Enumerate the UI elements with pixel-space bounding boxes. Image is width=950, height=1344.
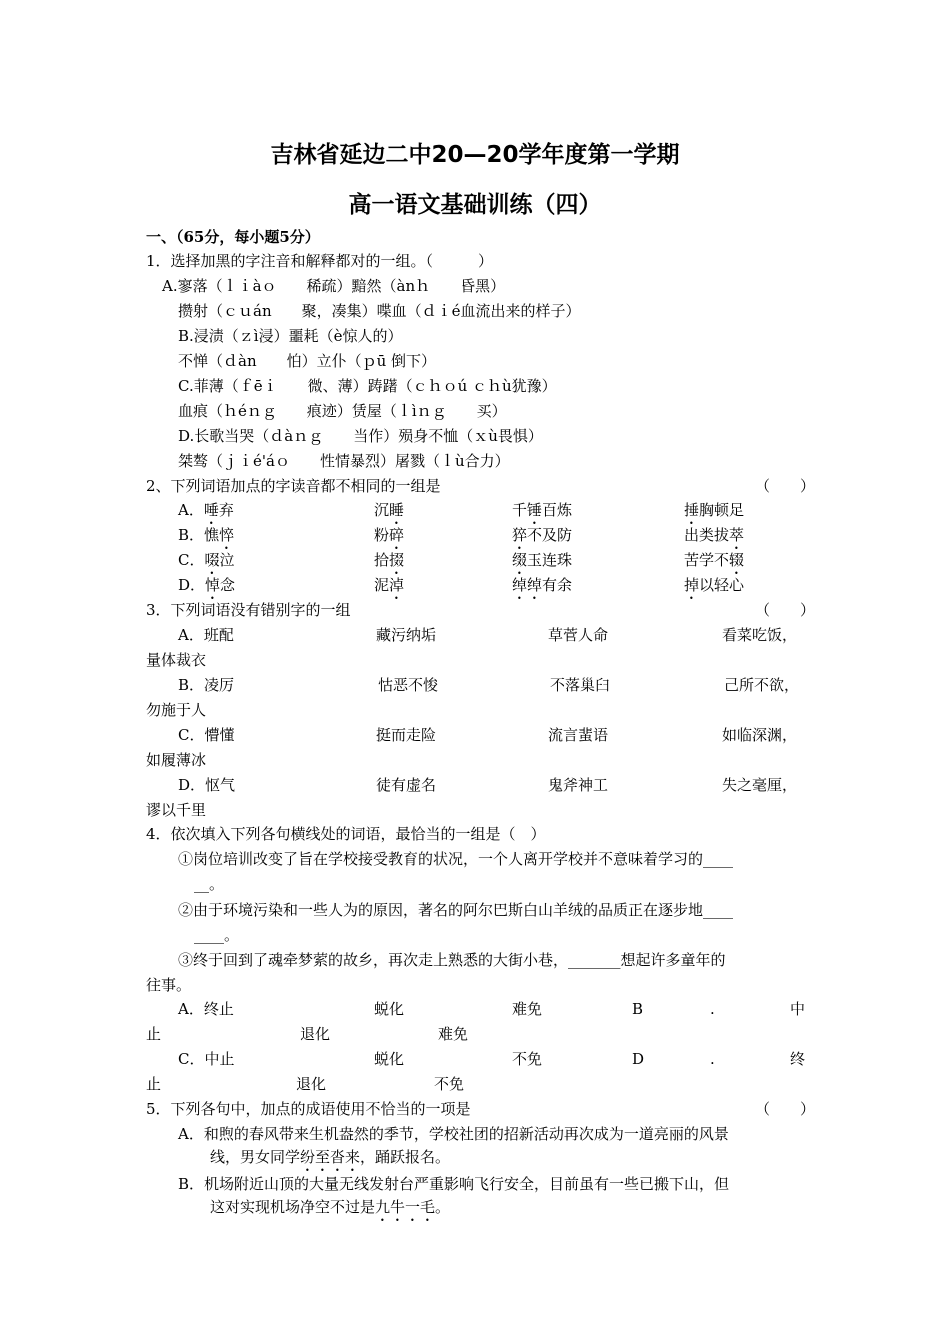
q1-line: 不惮（ｄàn 怕）立仆（ｐū 倒下） [178,352,437,370]
q3-word: 挺而走险 [376,726,437,744]
q3-word: 草菅人命 [548,626,609,644]
q4-word: 蜕化 [374,1050,405,1068]
q5-dotted-idiom: 九牛一毛 [375,1198,436,1216]
q4-sentence-2-cont: ____。 [194,926,240,944]
q2-word: 绰绰有余 [512,576,573,594]
q4-word: 难免 [512,1000,543,1018]
answer-paren: （ ） [755,601,816,619]
q3-word-cont: 量体裁衣 [146,651,207,669]
q5-text: 这对实现机场净空不过是 [210,1198,376,1216]
q3-word: 不落巢臼 [550,676,611,694]
q2-option-b: B．憔悴 [178,526,235,544]
q2-word: 猝不及防 [512,526,573,544]
q4-word: 不免 [434,1075,465,1093]
q2-option-d: D．悼念 [178,576,236,594]
q3-option-d: D．怄气 [178,776,236,794]
q5-text: 。 [435,1198,451,1216]
q4-word: 止 [146,1075,162,1093]
q4-dot: . [710,1050,715,1068]
q1-line: B.浸渍（ｚì浸）噩耗（è惊人的） [178,327,403,345]
q4-word: 终 [790,1050,806,1068]
q3-word: 流言蜚语 [548,726,609,744]
q4-word: 中 [790,1000,806,1018]
question-4-stem: 4．依次填入下列各句横线处的词语，最恰当的一组是（ ） [146,825,546,843]
q2-word: 苦学不辍 [684,551,745,569]
q4-option-a: A．终止 [178,1000,234,1018]
q4-word: 退化 [296,1075,327,1093]
section-heading: 一、（65分，每小题5分） [146,228,320,246]
q3-option-c: C．懵懂 [178,726,235,744]
answer-paren: （ ） [755,1100,816,1118]
q3-word-cont: 谬以千里 [146,801,207,819]
q2-word: 出类拔萃 [684,526,745,544]
q2-word: 粉碎 [374,526,405,544]
q4-word: 退化 [300,1025,331,1043]
q2-word: 沉睡 [374,501,405,519]
q3-word: 怙恶不悛 [378,676,439,694]
q4-option-d: D [632,1050,645,1068]
q3-word-cont: 如履薄冰 [146,751,207,769]
q5-option-b: B．机场附近山顶的大量无线发射台严重影响飞行安全，目前虽有一些已搬下山，但 [178,1175,730,1193]
q2-option-a: A．唾弃 [178,501,234,519]
q5-option-a: A．和煦的春风带来生机盎然的季节，学校社团的招新活动再次成为一道亮丽的风景 [178,1125,729,1143]
q1-line: A.寥落（ｌｉàｏ 稀疏）黯然（ànｈ 昏黑） [162,277,506,295]
q2-word: 缀玉连珠 [512,551,573,569]
q4-word: 止 [146,1025,162,1043]
q3-word: 失之毫厘， [722,776,798,794]
q1-line: D.长歌当哭（ｄàｎｇ 当作）殒身不恤（ｘù畏惧） [178,427,543,445]
q4-sentence-3: ③终于回到了魂牵梦萦的故乡，再次走上熟悉的大街小巷，_______想起许多童年的 [178,951,726,969]
q5-option-a-cont [210,1147,450,1175]
q1-line: C.菲薄（ｆēｉ 微、薄）踌躇（ｃｈｏú ｃｈù犹豫） [178,377,557,395]
q3-word: 徒有虚名 [376,776,437,794]
q4-sentence-3-cont: 往事。 [146,976,192,994]
q1-line: 桀骜（ｊｉé'áｏ 性情暴烈）屠戮（ｌù合力） [178,452,510,470]
q3-word: 藏污纳垢 [376,626,437,644]
q4-word: 难免 [438,1025,469,1043]
q1-line: 血痕（ｈéｎｇ 痕迹）赁屋（ｌìｎｇ 买） [178,402,507,420]
q4-word: 蜕化 [374,1000,405,1018]
question-5-stem: 5．下列各句中，加点的成语使用不恰当的一项是 [146,1100,471,1118]
q5-dotted-idiom: 纷至沓来 [300,1148,361,1166]
q5-text: ，踊跃报名。 [360,1148,451,1166]
q3-word: 鬼斧神工 [548,776,609,794]
q2-word: 拾掇 [374,551,405,569]
answer-paren: （ ） [755,477,816,495]
q1-line: 攒射（ｃｕán 聚，凑集）喋血（ｄｉé血流出来的样子） [178,302,581,320]
question-3-stem: 3．下列词语没有错别字的一组 [146,601,351,619]
q2-word: 掉以轻心 [684,576,745,594]
q4-sentence-1: ①岗位培训改变了旨在学校接受教育的状况，一个人离开学校并不意味着学习的____ [178,850,734,868]
q3-word: 如临深渊， [722,726,798,744]
page-title: 吉林省延边二中20—20学年度第一学期 [270,142,680,168]
q4-word: 不免 [512,1050,543,1068]
q3-word: 己所不欲， [724,676,800,694]
q2-word: 泥淖 [374,576,405,594]
q3-option-a: A．班配 [178,626,234,644]
q4-option-b: B [632,1000,644,1018]
q4-sentence-1-cont: __。 [194,875,225,893]
q2-word: 捶胸顿足 [684,501,745,519]
q2-word: 千锤百炼 [512,501,573,519]
q2-option-c: C．啜泣 [178,551,235,569]
page-subtitle: 高一语文基础训练（四） [348,192,602,218]
q3-word: 看菜吃饭， [722,626,798,644]
q4-option-c: C．中止 [178,1050,235,1068]
question-2-stem: 2、下列词语加点的字读音都不相同的一组是 [146,477,441,495]
question-1-stem: 1．选择加黑的字注音和解释都对的一组。（ ） [146,252,494,270]
q5-option-b-cont [210,1197,450,1225]
q3-option-b: B．凌厉 [178,676,235,694]
q5-text: 线，男女同学 [210,1148,301,1166]
q4-dot: . [710,1000,715,1018]
q3-word-cont: 勿施于人 [146,701,207,719]
q4-sentence-2: ②由于环境污染和一些人为的原因，著名的阿尔巴斯白山羊绒的品质正在逐步地____ [178,901,734,919]
